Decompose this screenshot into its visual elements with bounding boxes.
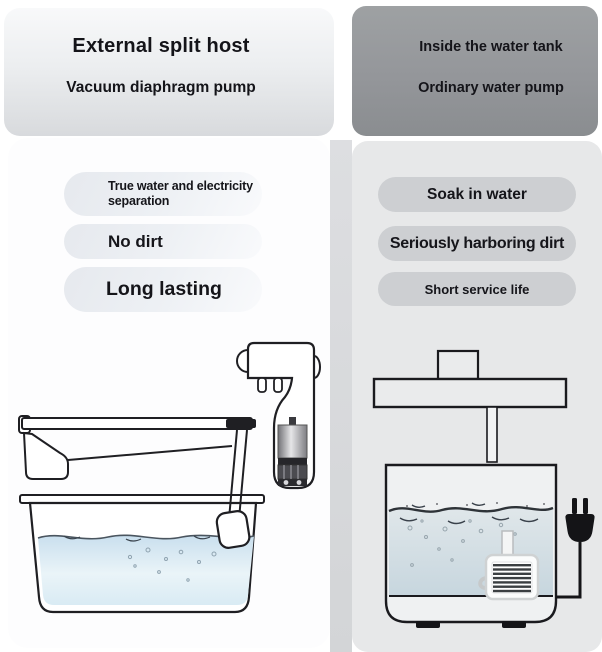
tank-foot-drawing xyxy=(502,621,526,628)
drawback-pill-soak: Soak in water xyxy=(378,177,576,212)
right-header-card xyxy=(352,6,598,136)
water-tray-drawing xyxy=(19,416,256,479)
left-header-card xyxy=(4,8,334,136)
submerged-pump-illustration xyxy=(352,335,600,650)
feature-pill-separation xyxy=(64,172,262,216)
right-title: Inside the water tank xyxy=(419,39,563,55)
diaphragm-pump-drawing xyxy=(237,343,320,488)
external-pump-illustration xyxy=(8,333,330,630)
right-subtitle: Ordinary water pump xyxy=(418,80,564,96)
left-subtitle: Vacuum diaphragm pump xyxy=(66,79,256,96)
feature-pill-long-lasting: Long lasting xyxy=(64,267,262,312)
left-content-card xyxy=(8,138,330,648)
drawback-pill-service-life: Short service life xyxy=(378,272,576,306)
pump-motor-drawing xyxy=(278,417,307,486)
right-content-card xyxy=(352,141,602,652)
feature-pill-label: True water and electricity separation xyxy=(108,178,253,208)
feature-pill-no-dirt: No dirt xyxy=(64,224,262,259)
tank-lid-drawing xyxy=(374,351,566,462)
drawback-pill-dirt: Seriously harboring dirt xyxy=(378,226,576,261)
left-title: External split host xyxy=(72,35,250,57)
float-valve-drawing xyxy=(216,510,251,549)
tank-foot-drawing xyxy=(416,621,440,628)
power-plug-drawing xyxy=(556,498,595,597)
column-divider xyxy=(330,140,352,652)
